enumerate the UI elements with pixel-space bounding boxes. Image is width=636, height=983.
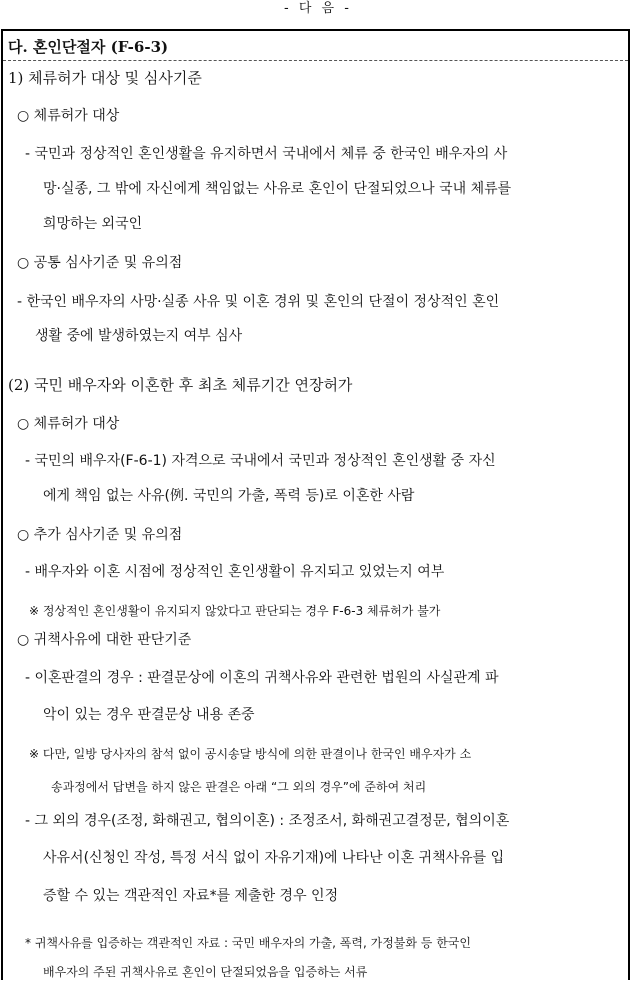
footnote-line-2: 배우자의 주된 귀책사유로 혼인이 단절되었음을 입증하는 서류 [43,965,368,979]
subsection-2-heading: (2) 국민 배우자와 이혼한 후 최초 체류기간 연장허가 [8,376,353,394]
other-cases-line-2: 사유서(신청인 작성, 특정 서식 없이 자유기재)에 나타난 이혼 귀책사유를 입 [43,850,505,866]
criteria-text-line-2: 생활 중에 발생하였는지 여부 심사 [35,328,243,344]
content-box [1,29,630,980]
criteria-heading: ○ 공통 심사기준 및 유의점 [17,255,183,271]
divorce-judgment-line-2: 악이 있는 경우 판결문상 내용 존중 [43,707,255,723]
fault-criteria-heading: ○ 귀책사유에 대한 판단기준 [17,632,192,648]
divorce-note-line-1: ※ 다만, 일방 당사자의 참석 없이 공시송달 방식에 의한 판결이나 한국인 배우자가 소 [29,747,472,761]
target-text-2-line-1: - 국민의 배우자(F-6-1) 자격으로 국내에서 국민과 정상적인 혼인생활 중 자신 [25,453,496,469]
target-text-2-line-2: 에게 책임 없는 사유(例. 국민의 가출, 폭력 등)로 이혼한 사람 [43,488,415,504]
target-heading-2: ○ 체류허가 대상 [17,416,120,432]
section-title: 다. 혼인단절자 (F-6-3) [8,38,169,56]
divorce-judgment-line-1: - 이혼판결의 경우 : 판결문상에 이혼의 귀책사유와 관련한 법원의 사실관계 파 [25,670,499,686]
target-text-1-line-2: 망·실종, 그 밖에 자신에게 책임없는 사유로 혼인이 단절되었으나 국내 체류를 [43,181,512,197]
additional-criteria-heading: ○ 추가 심사기준 및 유의점 [17,527,183,543]
other-cases-line-3: 증할 수 있는 객관적인 자료*를 제출한 경우 인정 [43,888,339,904]
other-cases-line-1: - 그 외의 경우(조정, 화해권고, 협의이혼) : 조정조서, 화해권고결정문, 협의이혼 [25,813,510,829]
additional-criteria-text: - 배우자와 이혼 시점에 정상적인 혼인생활이 유지되고 있었는지 여부 [25,564,445,580]
target-heading-1: ○ 체류허가 대상 [17,108,120,124]
target-text-1-line-1: - 국민과 정상적인 혼인생활을 유지하면서 국내에서 체류 중 한국인 배우자의 사 [25,146,508,162]
criteria-text-line-1: - 한국인 배우자의 사망·실종 사유 및 이혼 경위 및 혼인의 단절이 정상적인 혼인 [17,294,500,310]
target-text-1-line-3: 희망하는 외국인 [43,216,143,232]
title-row [3,31,628,61]
additional-criteria-note: ※ 정상적인 혼인생활이 유지되지 않았다고 판단되는 경우 F-6-3 체류허가 불가 [29,604,441,618]
page-header: - 다 음 - [284,1,352,16]
divorce-note-line-2: 송과정에서 답변을 하지 않은 판결은 아래 “그 외의 경우”에 준하여 처리 [51,780,427,794]
subsection-1-heading: 1) 체류허가 대상 및 심사기준 [8,69,202,87]
footnote-line-1: * 귀책사유를 입증하는 객관적인 자료 : 국민 배우자의 가출, 폭력, 가정불화 등 한국인 [25,936,471,950]
